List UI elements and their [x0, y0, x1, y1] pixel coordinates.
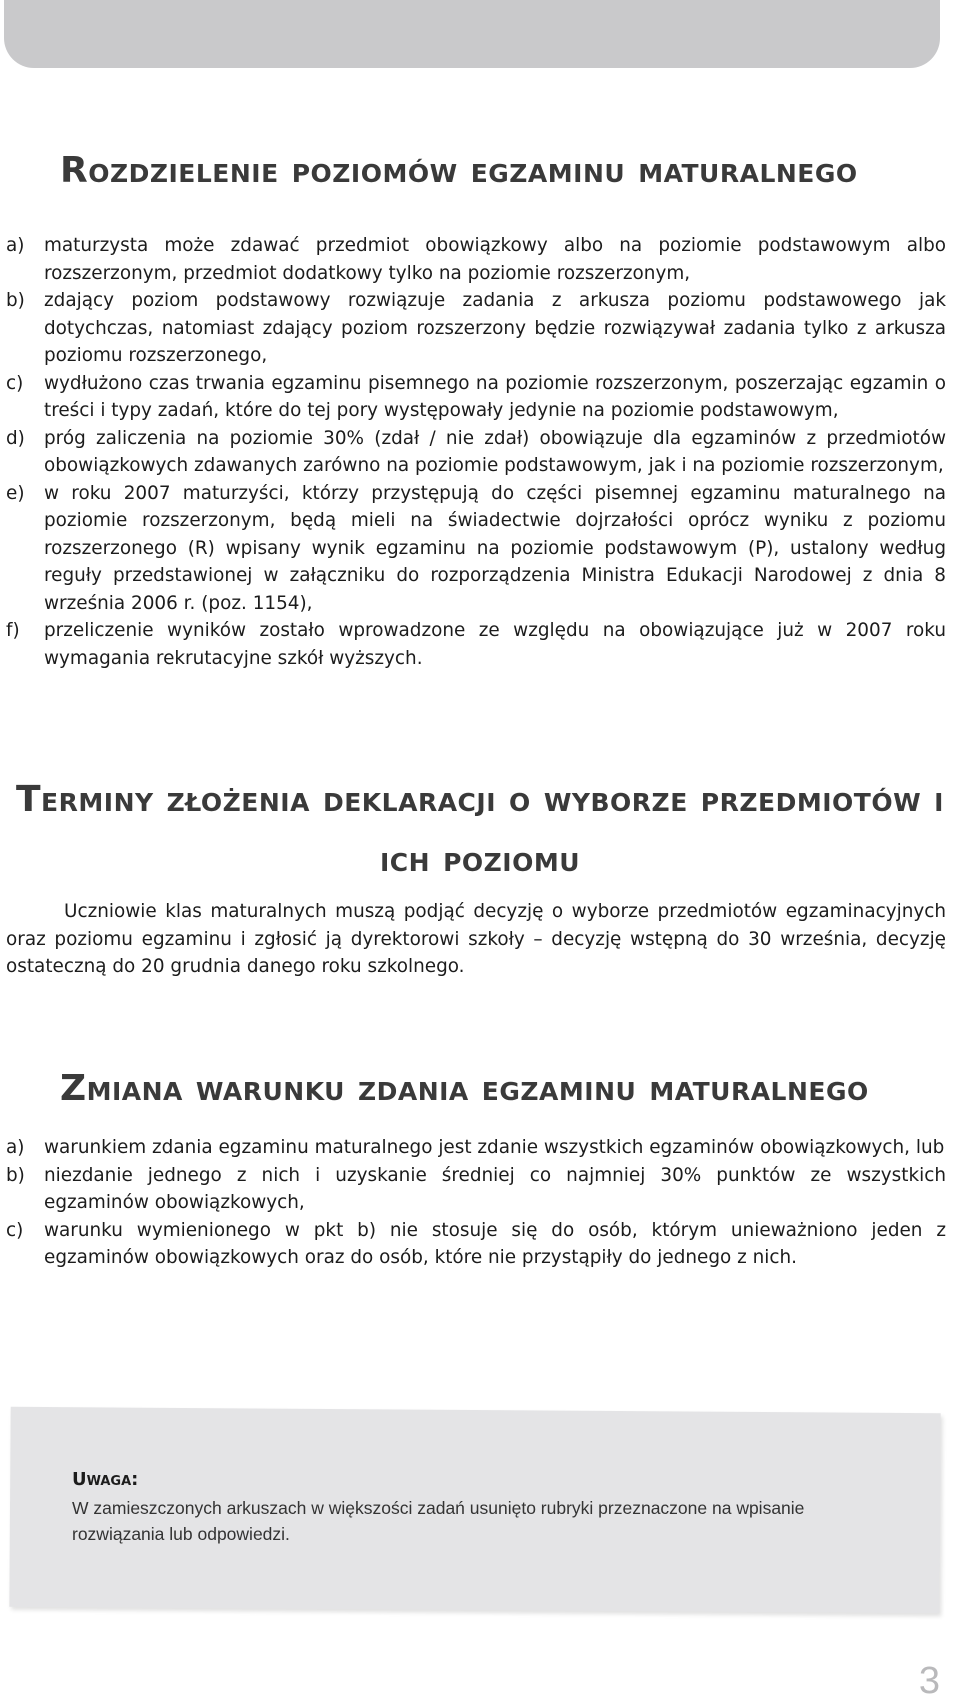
list-item: [6, 232, 946, 287]
list-marker: b): [6, 1164, 25, 1186]
list-item: [6, 287, 946, 370]
list-marker: b): [6, 290, 25, 311]
list-item-text: warunkiem zdania egzaminu maturalnego jest zdanie wszystkich egzaminów obowiązkowych, lub: [44, 1137, 945, 1158]
list-item: [6, 425, 946, 480]
list-item: [6, 370, 946, 425]
list-item: [6, 617, 946, 672]
list-item-text: wydłużono czas trwania egzaminu pisemnego na poziomie rozszerzonym, poszerzając egzamin o treści i typy zadań, które do tej pory występowały jedynie na poziomie podstawowym,: [44, 372, 946, 421]
levels-list: [6, 232, 946, 672]
list-item: [6, 1134, 946, 1162]
list-marker: f): [6, 620, 20, 641]
list-item: [6, 480, 946, 618]
list-item-text: niezdanie jednego z nich i uzyskanie średniej co najmniej 30% punktów ze wszystkich egzaminów obowiązkowych,: [44, 1164, 946, 1213]
list-item-text: w roku 2007 maturzyści, którzy przystępują do części pisemnej egzaminu maturalnego na poziomie rozszerzonym, będą mieli na świadectwie dojrzałości oprócz wyniku z poziomu rozszerzonego (R) wpisany wynik egzaminu na poziomie podstawowym (P), ustalony według reguły przedstawionej w załączniku do rozporządzenia Ministra Edukacji Narodowej z dnia 8 września 2006 r. (poz. 1154),: [44, 482, 946, 614]
section-title-levels: Rozdzielenie poziomów egzaminu maturalnego: [60, 150, 858, 191]
list-item-text: warunku wymienionego w pkt b) nie stosuje się do osób, którym unieważniono jeden z egzaminów obowiązkowych oraz do osób, które nie przystąpiły do jednego z nich.: [44, 1219, 946, 1268]
list-marker: a): [6, 1137, 25, 1158]
pass-condition-list: [6, 1134, 946, 1272]
list-item-text: zdający poziom podstawowy rozwiązuje zadania z arkusza poziomu podstawowego jak dotychczas, natomiast zdający poziom rozszerzony będzie rozwiązywał zadania tylko z arkusza poziomu rozszerzonego,: [44, 290, 946, 366]
list-marker: e): [6, 482, 25, 504]
list-item: [6, 1217, 946, 1272]
note-text: W zamieszczonych arkuszach w większości zadań usunięto rubryki przeznaczone na wpisanie rozwiązania lub odpowiedzi.: [72, 1498, 805, 1544]
section-title-pass-condition: Zmiana warunku zdania egzaminu maturalnego: [60, 1068, 869, 1109]
deadlines-paragraph: Uczniowie klas maturalnych muszą podjąć decyzję o wyborze przedmiotów egzaminacyjnych oraz poziomu egzaminu i zgłosić ją dyrektorowi szkoły – decyzję wstępną do 30 września, decyzję ostateczną do 20 grudnia danego roku szkolnego.: [6, 901, 946, 977]
list-marker: a): [6, 235, 25, 256]
list-item-text: przeliczenie wyników zostało wprowadzone ze względu na obowiązujące już w 2007 roku wymagania rekrutacyjne szkół wyższych.: [44, 620, 946, 669]
list-item-text: próg zaliczenia na poziomie 30% (zdał / nie zdał) obowiązuje dla egzaminów z przedmiotów obowiązkowych zdawanych zarówno na poziomie podstawowym, jak i na poziomie rozszerzonym,: [44, 427, 946, 476]
top-decorative-band: [4, 0, 940, 68]
list-marker: d): [6, 427, 25, 449]
section-title-deadlines: Terminy złożenia deklaracji o wyborze przedmiotów i ich poziomu: [16, 779, 944, 880]
list-item-text: maturzysta może zdawać przedmiot obowiązkowy albo na poziomie podstawowym albo rozszerzonym, przedmiot dodatkowy tylko na poziomie rozszerzonym,: [44, 235, 946, 284]
note-title: Uwaga:: [72, 1469, 139, 1490]
list-marker: c): [6, 1219, 24, 1241]
list-item: [6, 1162, 946, 1217]
page-number: 3: [918, 1660, 940, 1702]
list-marker: c): [6, 372, 24, 394]
